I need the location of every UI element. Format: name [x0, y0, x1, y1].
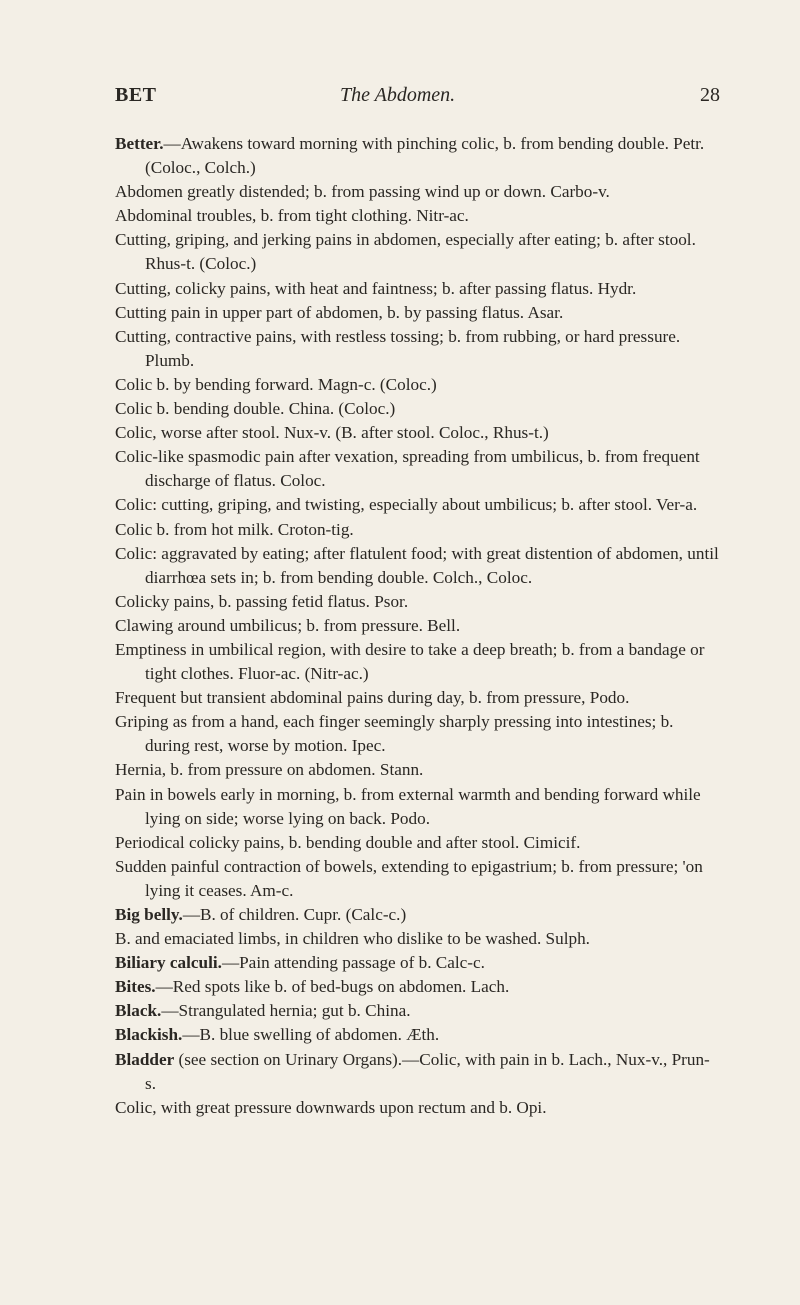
entry	[115, 686, 720, 710]
entry	[115, 445, 720, 493]
entry	[115, 614, 720, 638]
entry-text: Cutting, colicky pains, with heat and faintness; b. after passing flatus. Hydr.	[115, 278, 637, 298]
entry-text: Cutting, griping, and jerking pains in abdomen, especially after eating; b. after stool. Rhus-t. (Coloc.)	[115, 230, 696, 274]
entry-text: Hernia, b. from pressure on abdomen. Stann.	[115, 760, 424, 780]
entry	[115, 927, 720, 951]
entry-head: Better.	[115, 134, 164, 153]
entry-text: Colic: aggravated by eating; after flatulent food; with great distention of abdomen, until diarrhœa sets in; b. from bending double. Colch., Coloc.	[115, 543, 719, 587]
entry-text: Colic-like spasmodic pain after vexation, spreading from umbilicus, b. from frequent discharge of flatus. Coloc.	[115, 447, 700, 491]
entry-text: B. and emaciated limbs, in children who dislike to be washed. Sulph.	[115, 929, 590, 949]
entry	[115, 325, 720, 373]
entry-list	[115, 132, 720, 1120]
entry	[115, 999, 720, 1023]
entry	[115, 373, 720, 397]
entry	[115, 783, 720, 831]
entry-text: —B. of children. Cupr. (Calc-c.)	[182, 905, 407, 924]
entry-text: Periodical colicky pains, b. bending double and after stool. Cimicif.	[115, 832, 581, 852]
entry-text: Cutting pain in upper part of abdomen, b. by passing flatus. Asar.	[115, 302, 564, 322]
entry	[115, 1048, 720, 1096]
entry-text: Sudden painful contraction of bowels, extending to epigastrium; b. from pressure; 'on lying it ceases. Am-c.	[115, 856, 703, 900]
page-number: 28	[700, 84, 720, 106]
entry	[115, 518, 720, 542]
entry-text: Colic: cutting, griping, and twisting, especially about umbilicus; b. after stool. Ver-a.	[115, 495, 698, 515]
entry-text: Frequent but transient abdominal pains during day, b. from pressure, Podo.	[115, 688, 630, 708]
entry-text: Colic, worse after stool. Nux-v. (B. after stool. Coloc., Rhus-t.)	[115, 423, 549, 443]
entry	[115, 903, 720, 927]
entry	[115, 590, 720, 614]
entry-text: Colicky pains, b. passing fetid flatus. Psor.	[115, 591, 409, 611]
entry-text: Colic, with great pressure downwards upon rectum and b. Opi.	[115, 1097, 547, 1117]
entry	[115, 758, 720, 782]
entry	[115, 951, 720, 975]
entry-text: Colic b. bending double. China. (Coloc.)	[115, 399, 396, 419]
entry	[115, 397, 720, 421]
entry	[115, 638, 720, 686]
entry-head: Bites.	[115, 977, 156, 997]
entry	[115, 493, 720, 517]
entry-head: Blackish.	[115, 1025, 183, 1045]
entry	[115, 421, 720, 445]
running-head-title: The Abdomen.	[340, 84, 456, 106]
entry-text: Abdomen greatly distended; b. from passing wind up or down. Carbo-v.	[115, 182, 610, 202]
entry-text: Colic b. from hot milk. Croton-tig.	[115, 519, 354, 539]
entry	[115, 301, 720, 325]
entry-text: Clawing around umbilicus; b. from pressure. Bell.	[115, 615, 461, 635]
entry	[115, 855, 720, 903]
entry	[115, 975, 720, 999]
entry	[115, 542, 720, 590]
entry	[115, 132, 720, 180]
entry	[115, 831, 720, 855]
entry-text: —Strangulated hernia; gut b. China.	[161, 1001, 411, 1021]
entry-text: Colic b. by bending forward. Magn-c. (Coloc.)	[115, 374, 437, 394]
entry	[115, 204, 720, 228]
running-head	[115, 84, 720, 114]
entry-head: Biliary calculi.	[115, 953, 222, 973]
entry-text: —Red spots like b. of bed-bugs on abdomen. Lach.	[155, 977, 510, 997]
entry-text: Griping as from a hand, each finger seemingly sharply pressing into intestines; b. during rest, worse by motion. Ipec.	[115, 712, 674, 756]
entry	[115, 1096, 720, 1120]
running-head-left: BET	[115, 84, 157, 106]
entry-text: Emptiness in umbilical region, with desire to take a deep breath; b. from a bandage or tight clothes. Fluor-ac. (Nitr-ac.)	[115, 639, 705, 684]
entry-head: Bladder	[115, 1049, 175, 1069]
entry	[115, 180, 720, 204]
entry	[115, 710, 720, 758]
entry-text: —Awakens toward morning with pinching colic, b. from bending double. Petr. (Coloc., Colch.)	[145, 134, 705, 178]
entry-head: Black.	[115, 1001, 162, 1021]
entry	[115, 1023, 720, 1047]
entry	[115, 228, 720, 276]
entry-text: Cutting, contractive pains, with restless tossing; b. from rubbing, or hard pressure. Plumb.	[115, 326, 681, 370]
entry-text: —Pain attending passage of b. Calc-c.	[221, 953, 485, 973]
entry-head: Big belly.	[115, 905, 183, 924]
entry-text: (see section on Urinary Organs).—Colic, with pain in b. Lach., Nux-v., Prun-s.	[145, 1049, 710, 1093]
entry	[115, 277, 720, 301]
entry-text: Abdominal troubles, b. from tight clothing. Nitr-ac.	[115, 206, 469, 226]
entry-text: —B. blue swelling of abdomen. Æth.	[182, 1025, 440, 1045]
entry-text: Pain in bowels early in morning, b. from external warmth and bending forward while lying on side; worse lying on back. Podo.	[115, 784, 701, 828]
